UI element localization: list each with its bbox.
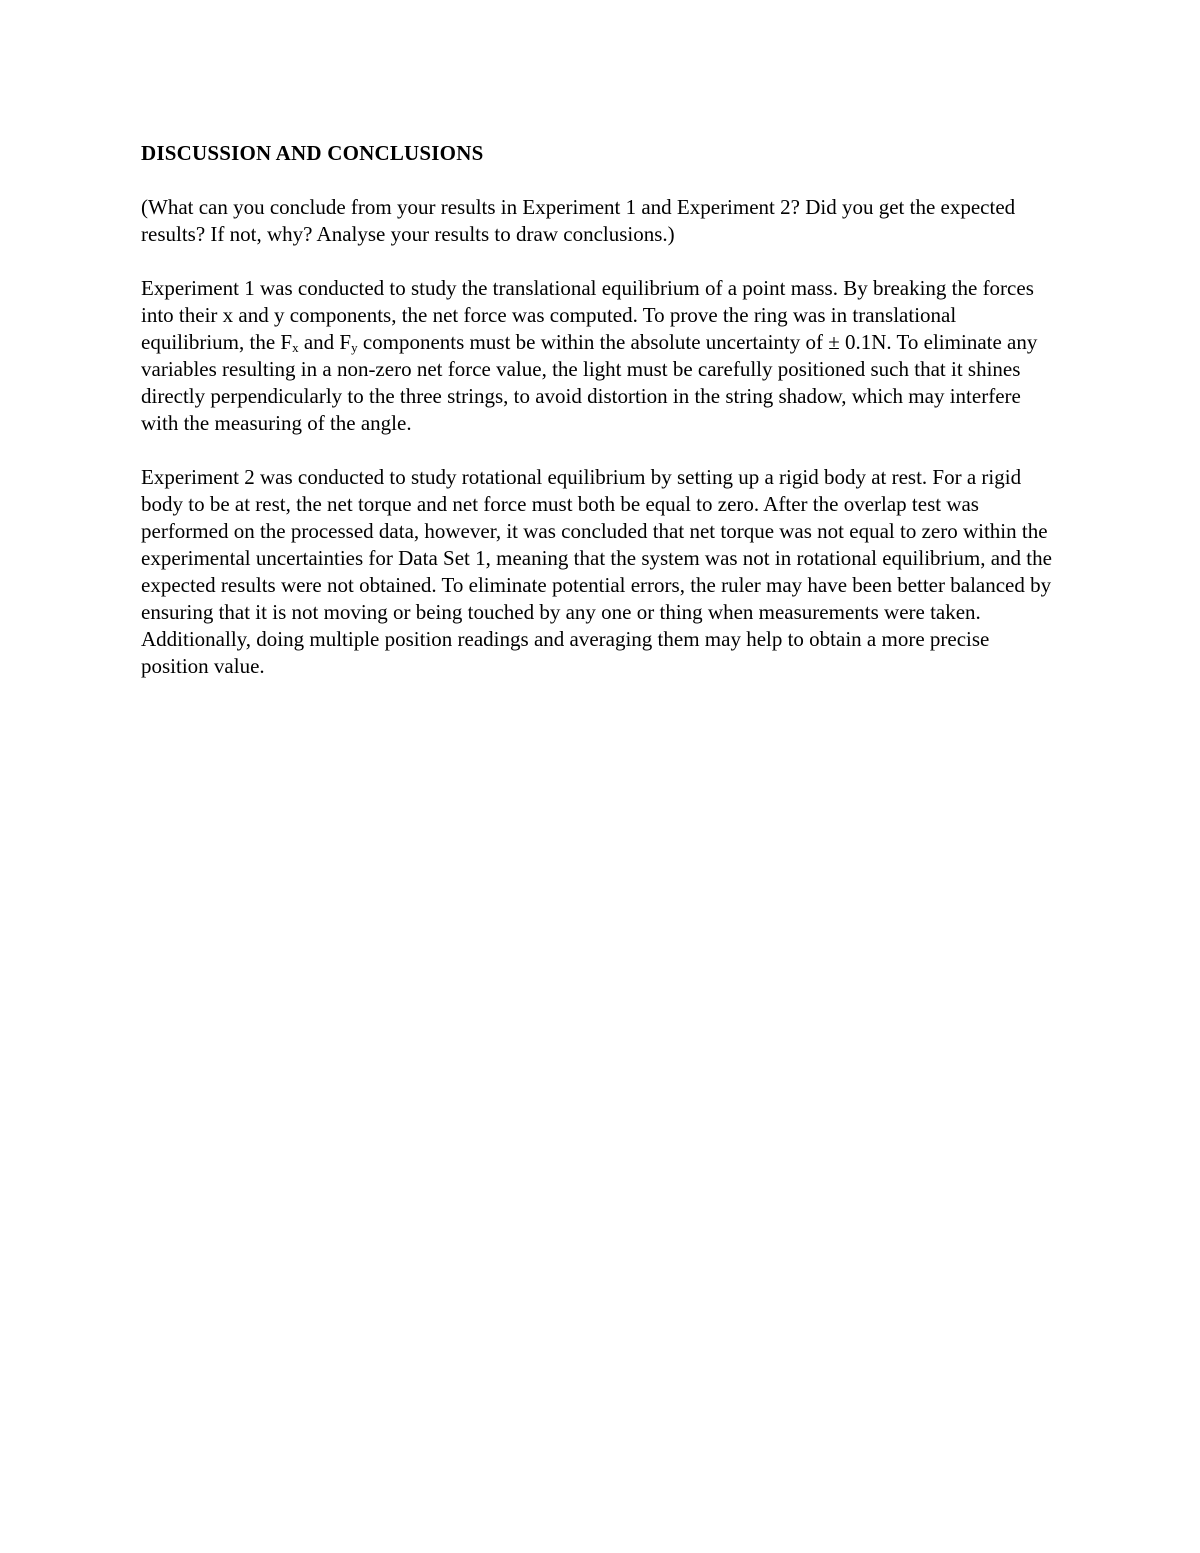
experiment-1-text-c: components must be within the absolute uncertainty of ± 0.1N. To eliminate any variables resulting in a non-zero net force value, the light must be carefully positioned such that it shines directly perpendicularly to the three strings, to avoid distortion in the string shadow, which may interfere with the measuring of the angle. [141, 330, 1038, 435]
fx-subscript: x [292, 340, 299, 355]
fy-subscript: y [351, 340, 358, 355]
experiment-1-text-b: and F [298, 330, 352, 354]
experiment-2-paragraph: Experiment 2 was conducted to study rotational equilibrium by setting up a rigid body at rest. For a rigid body to be at rest, the net torque and net force must both be equal to zero. After the overlap test was performed on the processed data, however, it was concluded that net torque was not equal to zero within the experimental uncertainties for Data Set 1, meaning that the system was not in rotational equilibrium, and the expected results were not obtained. To eliminate potential errors, the ruler may have been better balanced by ensuring that it is not moving or being touched by any one or thing when measurements were taken. Additionally, doing multiple position readings and averaging them may help to obtain a more precise position value. [141, 465, 1052, 678]
section-heading: DISCUSSION AND CONCLUSIONS [141, 141, 484, 165]
document-page [141, 140, 1061, 707]
prompt-paragraph: (What can you conclude from your results in Experiment 1 and Experiment 2? Did you get the expected results? If not, why? Analyse your results to draw conclusions.) [141, 195, 1016, 246]
experiment-1-paragraph [141, 275, 1061, 437]
experiment-1-text-a: Experiment 1 was conducted to study the translational equilibrium of a point mass. By breaking the forces into their x and y components, the net force was computed. To prove the ring was in translational equilibrium, the F [141, 276, 1034, 354]
